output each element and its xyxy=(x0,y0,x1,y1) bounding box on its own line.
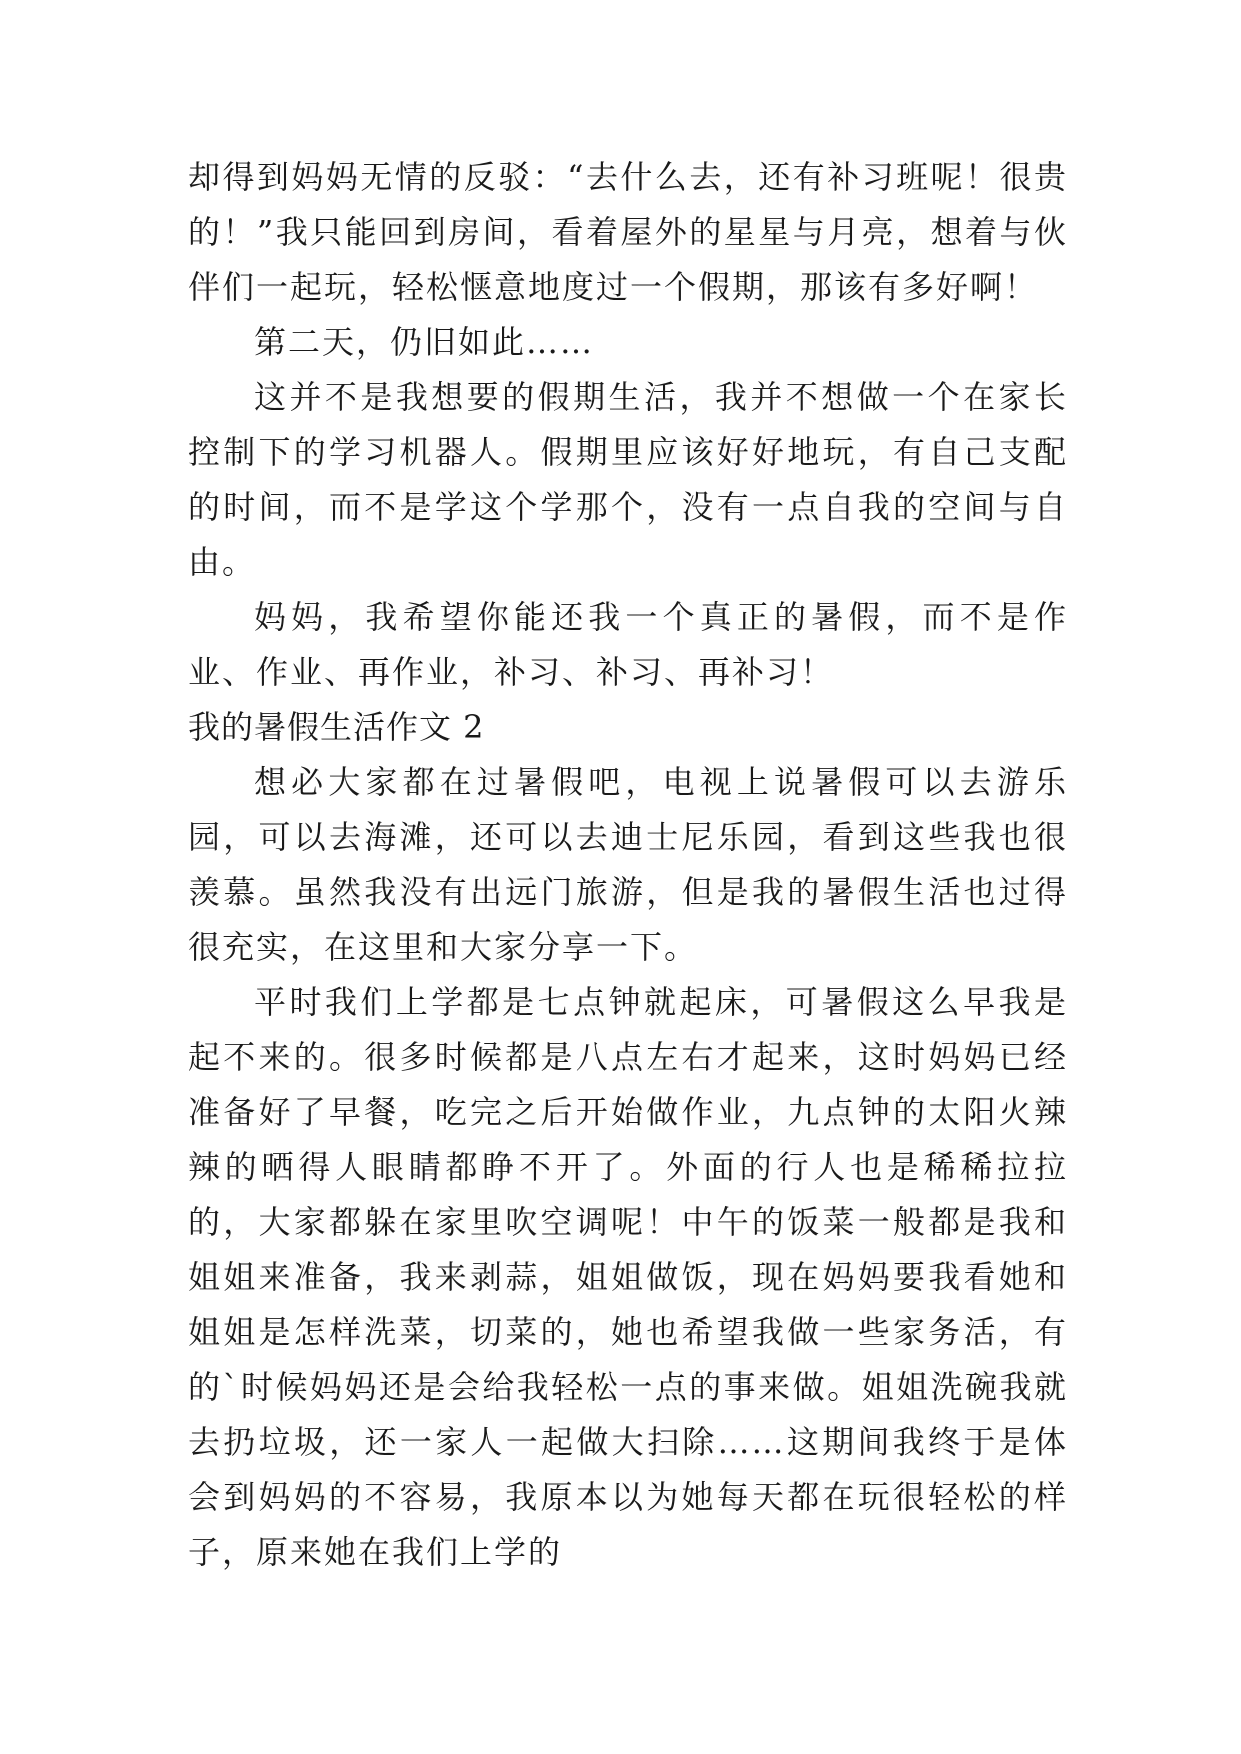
paragraph-continuation: 却得到妈妈无情的反驳：“去什么去，还有补习班呢！很贵的！”我只能回到房间，看着屋外的星星与月亮，想着与伙伴们一起玩，轻松惬意地度过一个假期，那该有多好啊！ xyxy=(188,158,1068,306)
paragraph-not-wanted-life: 这并不是我想要的假期生活，我并不想做一个在家长控制下的学习机器人。假期里应该好好地玩，有自己支配的时间，而不是学这个学那个，没有一点自我的空间与自由。 xyxy=(188,378,1068,581)
paragraph-daily-routine: 平时我们上学都是七点钟就起床，可暑假这么早我是起不来的。很多时候都是八点左右才起来，这时妈妈已经准备好了早餐，吃完之后开始做作业，九点钟的太阳火辣辣的晒得人眼睛都睁不开了。外面的行人也是稀稀拉拉的，大家都躲在家里吹空调呢！中午的饭菜一般都是我和姐姐来准备，我来剥蒜，姐姐做饭，现在妈妈要我看她和姐姐是怎样洗菜，切菜的，她也希望我做一些家务活，有的`时候妈妈还是会给我轻松一点的事来做。姐姐洗碗我就去扔垃圾，还一家人一起做大扫除……这期间我终于是体会到妈妈的不容易，我原本以为她每天都在玩很轻松的样子，原来她在我们上学的 xyxy=(188,983,1068,1571)
paragraph-intro-summer: 想必大家都在过暑假吧，电视上说暑假可以去游乐园，可以去海滩，还可以去迪士尼乐园，看到这些我也很羡慕。虽然我没有出远门旅游，但是我的暑假生活也过得很充实，在这里和大家分享一下。 xyxy=(188,763,1068,966)
section-title: 我的暑假生活作文 2 xyxy=(188,708,485,746)
document-body xyxy=(188,150,1068,1580)
paragraph-plea-to-mom: 妈妈，我希望你能还我一个真正的暑假，而不是作业、作业、再作业，补习、补习、再补习！ xyxy=(188,598,1068,691)
paragraph-second-day: 第二天，仍旧如此…… xyxy=(254,323,595,361)
